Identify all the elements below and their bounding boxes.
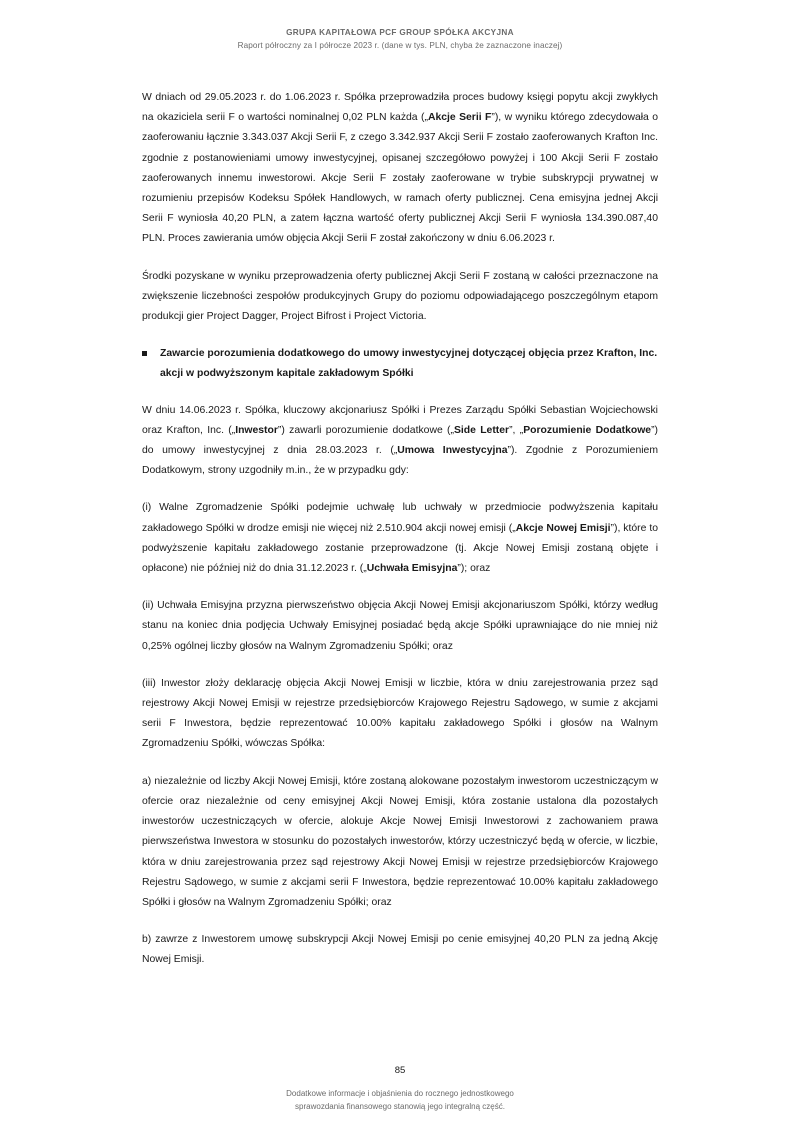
term-uchwala-emisyjna: Uchwała Emisyjna [366,563,458,575]
paragraph-series-f-bookbuilding [142,88,658,250]
paragraph-condition-ii: (ii) Uchwała Emisyjna przyzna pierwszeństwo objęcia Akcji Nowej Emisji akcjonariuszom Spółki, którzy według stanu na koniec dnia podjęcia Uchwały Emisyjnej posiadać będą akcje Spółki uprawniające do nie mniej niż 0,25% ogólnej liczby głosów na Walnym Zgromadzeniu Spółki; oraz [142,600,658,652]
paragraph-side-letter-parties [142,401,658,482]
paragraph-text-part: ”). Zgodnie z Porozumieniem Dodatkowym, strony uzgodniły m.in., że w przypadku gdy: [142,445,658,477]
paragraph-text-part: W dniu 14.06.2023 r. Spółka, kluczowy akcjonariusz Spółki i Prezes Zarządu Spółki Sebastian Wojciechowski oraz Krafton, Inc. („ [142,404,658,436]
term-inwestor: Inwestor [235,424,278,436]
document-body [142,88,658,971]
page-header [0,0,800,52]
paragraph-text-part: ”) do umowy inwestycyjnej z dnia 28.03.2023 r. („ [142,424,658,457]
paragraph-text-part: ”); oraz [457,563,491,575]
bullet-item-label: Zawarcie porozumienia dodatkowego do umowy inwestycyjnej dotyczącej objęcia przez Krafton, Inc. akcji w podwyższonym kapitale zakładowym Spółki [160,348,658,380]
paragraph-proceeds-usage: Środki pozyskane w wyniku przeprowadzenia oferty publicznej Akcji Serii F zostaną w całości przeznaczone na zwiększenie liczebności zespołów produkcyjnych Grupy do poziomu odpowiadającego poszczególnym etapom produkcji gier Project Dagger, Project Bifrost i Project Victoria. [142,270,658,323]
page-number: 85 [394,1065,406,1076]
paragraph-text-part: W dniach od 29.05.2023 r. do 1.06.2023 r. Spółka przeprowadziła proces budowy księgi popytu akcji zwykłych na okaziciela serii F o wartości nominalnej 0,02 PLN każda („ [142,92,658,124]
term-umowa-inwestycyjna: Umowa Inwestycyjna [397,445,508,457]
header-company-name: GRUPA KAPITAŁOWA PCF GROUP SPÓŁKA AKCYJNA [286,28,514,37]
term-side-letter: Side Letter [453,424,510,436]
paragraph-text-part: (i) Walne Zgromadzenie Spółki podejmie uchwałę lub uchwały w przedmiocie podwyższenia kapitału zakładowego Spółki w drodze emisji nie więcej niż 2.510.904 akcji nowej emisji („ [142,502,658,534]
term-akcje-nowej-emisji: Akcje Nowej Emisji [515,522,611,534]
bullet-item-side-letter [142,344,658,384]
term-porozumienie-dodatkowe: Porozumienie Dodatkowe [523,424,652,436]
paragraph-clause-a: a) niezależnie od liczby Akcji Nowej Emisji, które zostaną alokowane pozostałym inwestorom uczestniczącym w ofercie oraz niezależnie od ceny emisyjnej Akcji Nowej Emisji, która zostanie ustalona dla pozostałych inwestorów uczestniczących w ofercie, alokuje Akcje Nowej Emisji Inwestorowi z zachowaniem prawa pierwszeństwa Inwestora w stosunku do pozostałych inwestorów, którzy uczestniczyć będą w ofercie, w liczbie, która w dniu zarejestrowania przez sąd rejestrowy Akcji Nowej Emisji w rejestrze przedsiębiorców Krajowego Rejestru Sądowego, w sumie z akcjami serii F Inwestora, będzie reprezentować 10.00% kapitału zakładowego Spółki i głosów na Walnym Zgromadzeniu Spółki; oraz [142,775,658,908]
paragraph-condition-i [142,498,658,579]
footer-note-line-1: Dodatkowe informacje i objaśnienia do rocznego jednostkowego [286,1089,514,1098]
footer-note-line-2: sprawozdania finansowego stanowią jego integralną część. [295,1101,505,1111]
header-report-subtitle: Raport półroczny za I półrocze 2023 r. (dane w tys. PLN, chyba że zaznaczone inaczej) [237,41,563,50]
paragraph-condition-iii: (iii) Inwestor złoży deklarację objęcia Akcji Nowej Emisji w liczbie, która w dniu zarejestrowania przez sąd rejestrowy Akcji Nowej Emisji w rejestrze przedsiębiorców Krajowego Rejestru Sądowego, w sumie z akcjami serii F Inwestora, będzie reprezentować 10.00% kapitału zakładowego Spółki i głosów na Walnym Zgromadzeniu Spółki, wówczas Spółka: [142,677,658,750]
bullet-square-icon [142,344,160,364]
paragraph-text-part: ”), które to podwyższenie kapitału zakładowego zostanie przeprowadzone (tj. Akcje Nowej Emisji zostaną objęte i opłacone) nie później niż do dnia 31.12.2023 r. („ [142,522,658,575]
paragraph-text-part: ”, „ [509,424,524,436]
paragraph-text-part: ”) zawarli porozumienie dodatkowe („ [277,424,454,436]
term-akcje-serii-f: Akcje Serii F [427,112,492,124]
paragraph-clause-b: b) zawrze z Inwestorem umowę subskrypcji Akcji Nowej Emisji po cenie emisyjnej 40,20 PLN za jedną Akcję Nowej Emisji. [142,934,658,966]
paragraph-text-part: ”), w wyniku którego zdecydowała o zaoferowaniu łącznie 3.343.037 Akcji Serii F, z czego 3.342.937 Akcji Serii F zostało zaoferowanych Krafton Inc. zgodnie z postanowieniami umowy inwestycyjnej, opisanej szczegółowo powyżej i 100 Akcji Serii F zostało zaoferowanych innemu inwestorowi. Akcje Serii F zostały zaoferowane w trybie subskrypcji prywatnej w rozumieniu przepisów Kodeksu Spółek Handlowych, w ramach oferty publicznej. Cena emisyjna jednej Akcji Serii F wyniosła 40,20 PLN, a zatem łączna wartość oferty publicznej Akcji Serii F wyniosła 134.390.087,40 PLN. Proces zawierania umów objęcia Akcji Serii F został zakończony w dniu 6.06.2023 r. [142,112,659,245]
page-footer [0,1065,800,1113]
